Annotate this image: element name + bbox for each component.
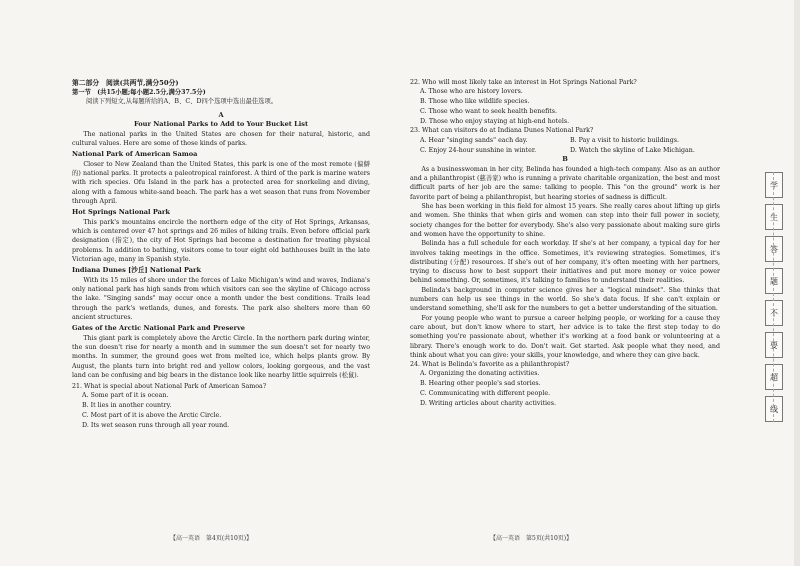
q23-option-a[interactable]: A. Hear "singing sands" each day. [420, 136, 528, 144]
q23-options [410, 136, 720, 156]
seal-char-1: 学 [765, 172, 783, 198]
q23-option-c[interactable]: C. Enjoy 24-hour sunshine in winter. [420, 146, 537, 154]
seal-char-6: 要 [765, 332, 783, 358]
passage-b-paragraph-4: Belinda's background in computer science gives her a "logical mindset". She thinks that numbers can help us see things in the world. So she's data focus. If she can't explain or understand something, she'll ask for the numbers to get a better understanding of the situation. [410, 286, 720, 313]
passage-b-paragraph-5: For young people who want to pursue a career helping people, or working for a cause they care about, but don't know where to start, her advice is to take the first step today to do something you're passionate about, whether it's working at a food bank or volunteering at a library. There's enough work to do. Don't wait. Get started. Ask people what they need, and think about what you can give: your skills, your knowledge, and where they can give back. [410, 314, 720, 359]
passage-b-paragraph-2: She has been working in this field for almost 15 years. She really cares about lifting up girls and women. She thinks that when girls and women can step into their full power in society, society changes for the better for everybody. She's also very passionate about making sure girls and women have the opportunity to shine. [410, 203, 720, 238]
park3-paragraph: With its 15 miles of shore under the forces of Lake Michigan's wind and waves, Indiana's only national park has high sands from which visitors can see the skyline of Chicago across the lake. "Singing sands" may occur once a month under the best conditions. Trails lead through the park's wetlands, dunes, and forests. The park also shelters more than 60 ancient structures. [72, 276, 370, 321]
question-22: 22. Who will most likely take an interest in Hot Springs National Park? [410, 79, 637, 86]
park2-paragraph: This park's mountains encircle the northern edge of the city of Hot Springs, Arkansas, which is centered over 47 hot springs and 26 miles of hiking trails. Even before official park designation (指定), the city of Hot Springs had become a destination for treating physical problems. In addition to bathing, visitors come to tour eight old bathhouses built in the late Victorian age, many in Spanish style. [72, 218, 370, 263]
binding-edge [794, 0, 800, 566]
instruction: 阅读下列短文,从每题所给的A、B、C、D四个选项中选出最佳选项。 [86, 98, 278, 106]
q22-option-a[interactable]: A. Those who are history lovers. [420, 88, 523, 96]
q24-option-c[interactable]: C. Communicating with different people. [420, 390, 551, 397]
seal-char-8: 线 [765, 396, 783, 422]
section-title: 第二部分 阅读(共两节,满分50分) [72, 79, 179, 87]
seal-char-7: 超 [765, 364, 783, 390]
q21-option-c[interactable]: C. Most part of it is above the Arctic Circle. [82, 412, 222, 420]
park4-paragraph: This giant park is completely above the Arctic Circle. In the northern park during winter, the sun doesn't rise for nearly a month and in summer the sun doesn't set for nearly two months. In summer, the ground goes wet from melted ice, which helps plants grow. By August, the plants turn into bright red and yellow colors, looking gorgeous, and the vast land can be confusing and big bears in the distance look like nearby little squirrels (松鼠). [72, 334, 370, 379]
left-page-footer: 【高一英语 第4页(共10页)】 [170, 535, 253, 542]
park3-heading: Indiana Dunes [沙丘] National Park [72, 266, 202, 275]
passage-label-a: A [218, 110, 224, 119]
right-page [400, 0, 800, 566]
q24-option-d[interactable]: D. Writing articles about charity activities. [420, 399, 556, 407]
q22-option-b[interactable]: B. Those who like wildlife species. [420, 98, 530, 106]
q23-option-b[interactable]: B. Pay a visit to historic buildings. [570, 136, 679, 144]
passage-label-b: B [562, 155, 568, 164]
question-24: 24. What is Belinda's favorite as a philanthropist? [410, 361, 570, 369]
park2-heading: Hot Springs National Park [72, 208, 170, 217]
right-page-footer: 【高一英语 第5页(共10页)】 [490, 535, 573, 542]
park4-heading: Gates of the Arctic National Park and Preserve [72, 324, 245, 333]
part-title: 第一节 (共15小题;每小题2.5分,满分37.5分) [72, 89, 206, 96]
passage-b-paragraph-3: Belinda has a full schedule for each workday. If she's at her company, a typical day for her involves taking meetings in the office. Sometimes, it's reviewing strategies. Sometimes, it's distributing (分配) resources. If she's out of her company, it's often meeting with her partners, trying to discuss how to best support their initiatives and put more money or voice power behind something. Or, sometimes, it's talking to families to understand their realities. [410, 240, 720, 285]
seal-char-4: 题 [765, 268, 783, 294]
q21-option-d[interactable]: D. Its wet season runs through all year round. [82, 421, 230, 429]
seal-char-3: 答 [765, 236, 783, 262]
q22-option-d[interactable]: D. Those who enjoy staying at high-end hotels. [420, 117, 570, 125]
passage-title: Four National Parks to Add to Your Bucket List [133, 120, 309, 129]
q23-option-d[interactable]: D. Watch the skyline of Lake Michigan. [570, 146, 695, 154]
intro-paragraph: The national parks in the United States are chosen for their natural, historic, and cultural values. Here are some of those kinds of parks. [72, 130, 370, 147]
q21-option-a[interactable]: A. Some part of it is ocean. [82, 392, 169, 400]
park1-heading: National Park of American Samoa [72, 150, 198, 159]
question-21: 21. What is special about National Park of American Samoa? [72, 383, 267, 391]
q21-option-b[interactable]: B. It lies in another country. [82, 402, 172, 410]
park1-paragraph: Closer to New Zealand than the United States, this park is one of the most remote (偏僻的) national parks. It protects a paleotropical rainforest. A third of the park is marine waters with rich species. Ofu Island in the park has a protected area for snorkeling and diving, along with a famous white-sand beach. The park has a wet season that runs from November through April. [72, 160, 370, 205]
q22-option-c[interactable]: C. Those who want to seek health benefits. [420, 107, 558, 115]
question-23: 23. What can visitors do at Indiana Dunes National Park? [410, 127, 594, 135]
q24-option-b[interactable]: B. Hearing other people's sad stories. [420, 380, 541, 388]
q24-option-a[interactable]: A. Organizing the donating activities. [420, 370, 540, 378]
seal-char-5: 不 [765, 300, 783, 326]
seal-dashed-line [773, 172, 774, 422]
seal-char-2: 生 [765, 204, 783, 230]
binding-seal [763, 172, 785, 422]
passage-b-paragraph-1: As a businesswoman in her city, Belinda has founded a high-tech company. Also as an author and a philanthropist (慈善家) who is running a private charitable organization, the best and most difficult parts of her job are the same: talking to people. This "on the ground" work is her favorite part of being a philanthropist, but hearing stories of sadness is difficult. [410, 165, 720, 201]
